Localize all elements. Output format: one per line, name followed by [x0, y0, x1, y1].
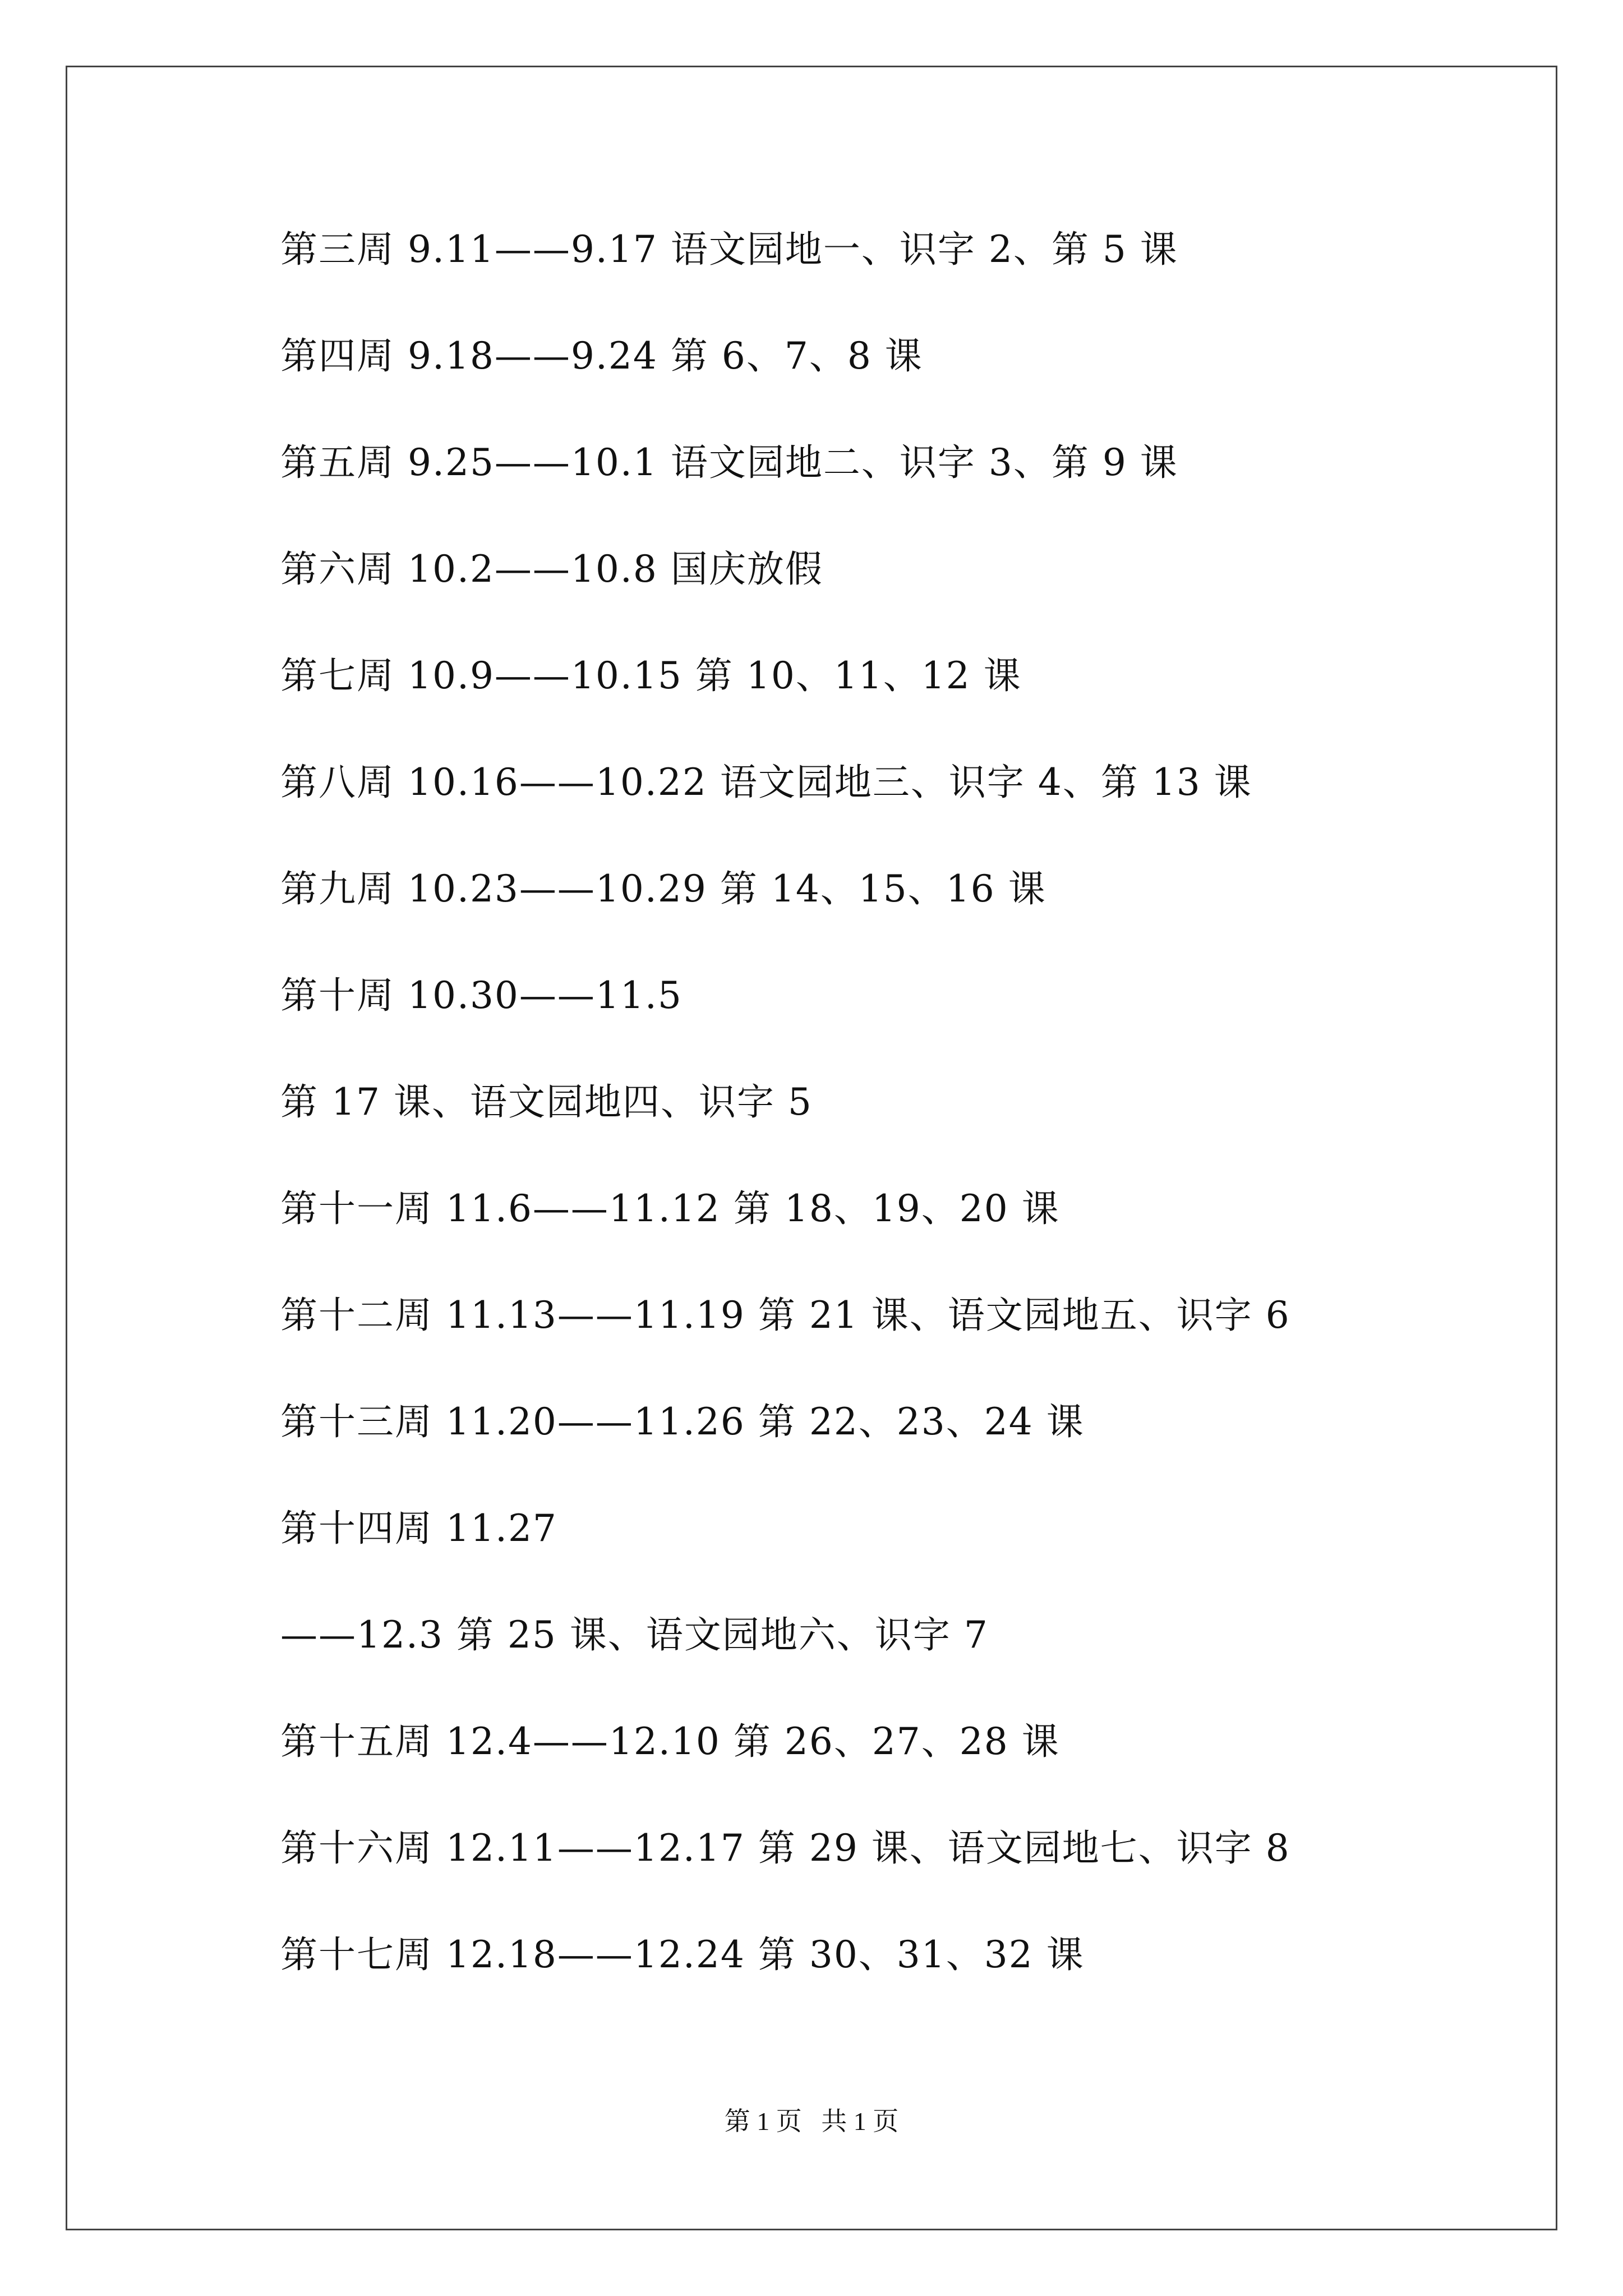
schedule-line: 第十一周 11.6——11.12 第 18、19、20 课: [280, 1187, 1060, 1230]
schedule-line: 第七周 10.9——10.15 第 10、11、12 课: [280, 654, 1022, 697]
schedule-line: 第十七周 12.18——12.24 第 30、31、32 课: [280, 1933, 1085, 1976]
schedule-line: 第五周 9.25——10.1 语文园地二、识字 3、第 9 课: [280, 441, 1178, 484]
schedule-line: 第十五周 12.4——12.10 第 26、27、28 课: [280, 1720, 1060, 1763]
schedule-content: [280, 219, 1486, 2031]
schedule-line: 第六周 10.2——10.8 国庆放假: [280, 547, 823, 591]
schedule-line: ——12.3 第 25 课、语文园地六、识字 7: [280, 1613, 989, 1657]
schedule-line: 第 17 课、语文园地四、识字 5: [280, 1080, 813, 1124]
schedule-line: 第四周 9.18——9.24 第 6、7、8 课: [280, 334, 923, 378]
schedule-line: 第十三周 11.20——11.26 第 22、23、24 课: [280, 1400, 1085, 1443]
schedule-line: 第三周 9.11——9.17 语文园地一、识字 2、第 5 课: [280, 228, 1178, 271]
schedule-line: 第十二周 11.13——11.19 第 21 课、语文园地五、识字 6: [280, 1294, 1290, 1337]
schedule-line: 第十四周 11.27: [280, 1507, 557, 1550]
schedule-line: 第十周 10.30——11.5: [280, 974, 683, 1017]
page-footer: 第 1 页 共 1 页: [724, 2107, 899, 2136]
schedule-line: 第八周 10.16——10.22 语文园地三、识字 4、第 13 课: [280, 761, 1252, 804]
schedule-line: 第九周 10.23——10.29 第 14、15、16 课: [280, 867, 1046, 910]
schedule-line: 第十六周 12.11——12.17 第 29 课、语文园地七、识字 8: [280, 1826, 1290, 1870]
